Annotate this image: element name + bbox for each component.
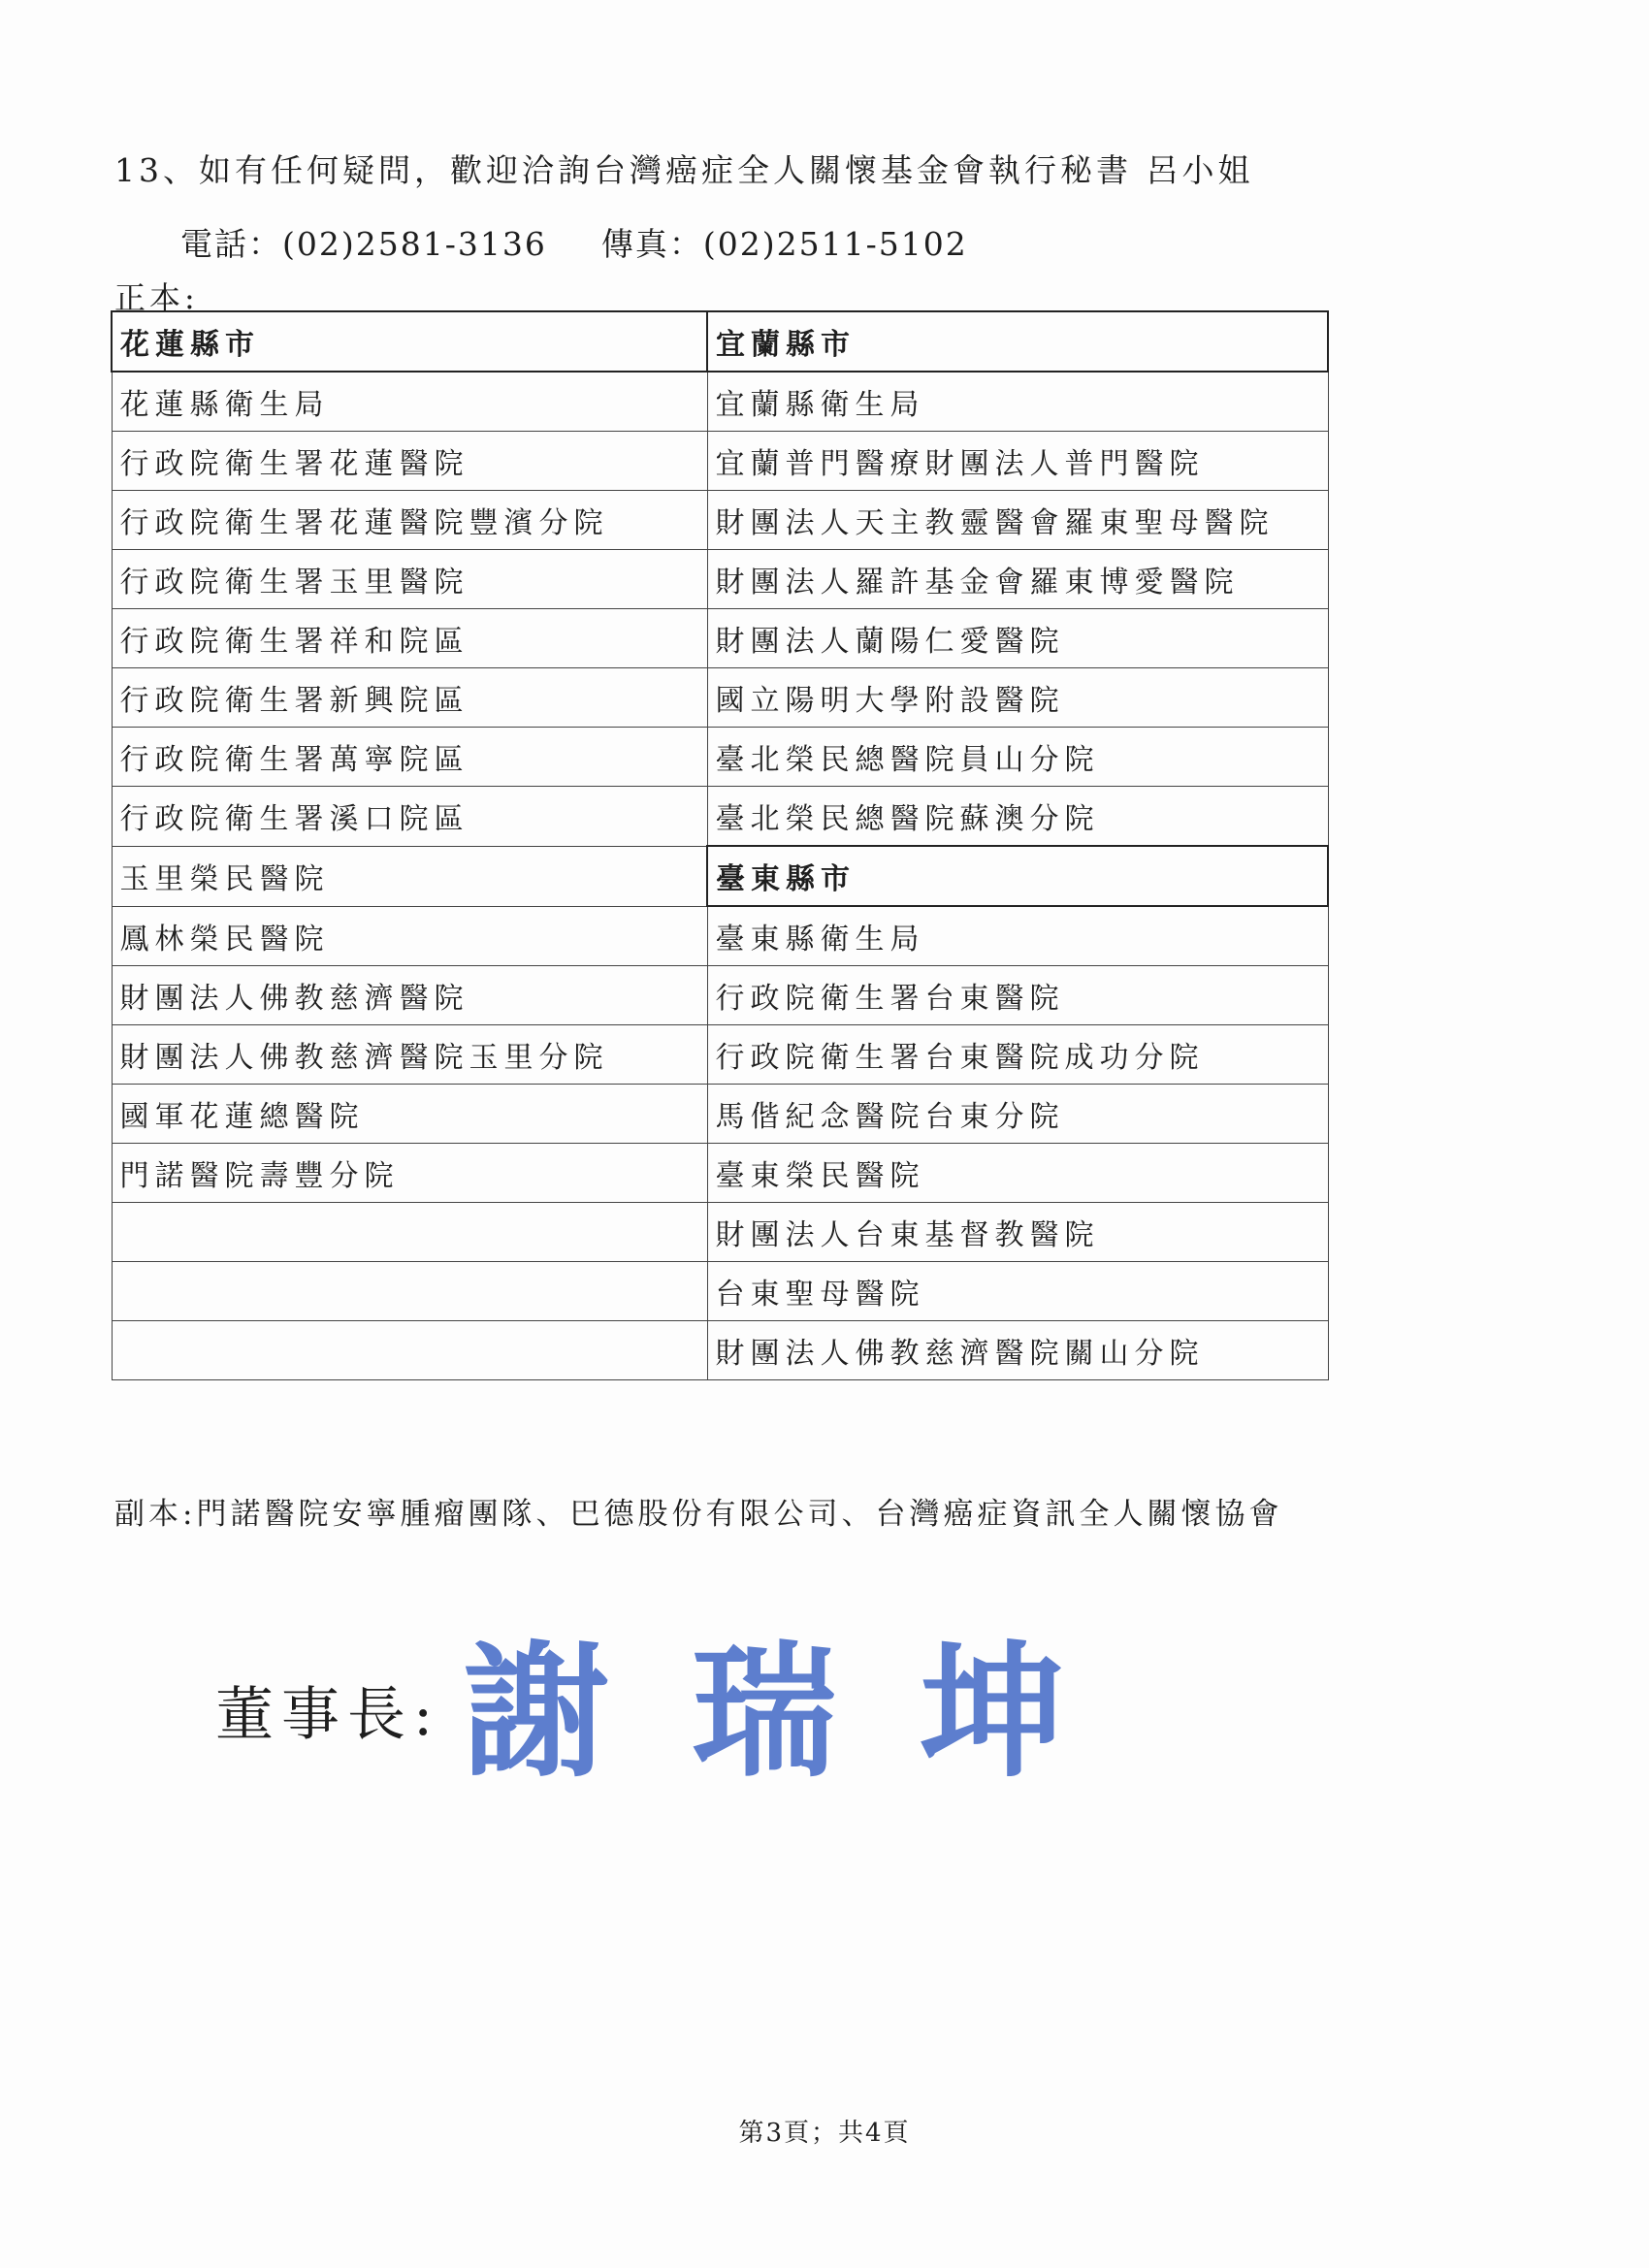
county-header-cell: 宜蘭縣市 bbox=[707, 311, 1328, 372]
recipient-cell: 行政院衛生署花蓮醫院 bbox=[112, 432, 707, 491]
table-row bbox=[112, 668, 1328, 728]
recipient-cell: 行政院衛生署台東醫院成功分院 bbox=[707, 1025, 1328, 1085]
table-row bbox=[112, 609, 1328, 668]
recipient-cell bbox=[112, 1262, 707, 1321]
county-header-cell: 花蓮縣市 bbox=[112, 311, 707, 372]
recipient-cell: 臺北榮民總醫院員山分院 bbox=[707, 728, 1328, 787]
table-row bbox=[112, 311, 1328, 372]
page-indicator: 第3頁；共4頁 bbox=[738, 2119, 911, 2148]
table-row bbox=[112, 1025, 1328, 1085]
recipient-cell: 財團法人佛教慈濟醫院玉里分院 bbox=[112, 1025, 707, 1085]
recipient-cell: 臺北榮民總醫院蘇澳分院 bbox=[707, 787, 1328, 847]
recipient-cell: 財團法人羅許基金會羅東博愛醫院 bbox=[707, 550, 1328, 609]
county-header-cell: 臺東縣市 bbox=[707, 846, 1328, 906]
recipient-cell: 臺東縣衛生局 bbox=[707, 906, 1328, 966]
table-row bbox=[112, 966, 1328, 1025]
recipient-cell: 宜蘭縣衛生局 bbox=[707, 372, 1328, 432]
recipient-cell: 門諾醫院壽豐分院 bbox=[112, 1144, 707, 1203]
contact-line bbox=[180, 219, 968, 265]
chairman-label: 董事長: bbox=[215, 1681, 441, 1749]
recipient-cell: 玉里榮民醫院 bbox=[112, 846, 707, 906]
recipient-cell: 行政院衛生署台東醫院 bbox=[707, 966, 1328, 1025]
recipient-cell bbox=[112, 1321, 707, 1380]
distribution-table bbox=[111, 310, 1329, 1380]
table-row bbox=[112, 372, 1328, 432]
seal-char: 謝 bbox=[464, 1627, 610, 1798]
recipient-cell: 行政院衛生署玉里醫院 bbox=[112, 550, 707, 609]
seal-char: 瑞 bbox=[692, 1627, 838, 1798]
recipient-cell: 財團法人天主教靈醫會羅東聖母醫院 bbox=[707, 491, 1328, 550]
table-row bbox=[112, 1321, 1328, 1380]
table-row bbox=[112, 846, 1328, 906]
table-row bbox=[112, 491, 1328, 550]
fax-number: 傳真：(02)2511-5102 bbox=[600, 225, 968, 263]
table-row bbox=[112, 906, 1328, 966]
recipient-cell: 花蓮縣衛生局 bbox=[112, 372, 707, 432]
table-row bbox=[112, 1203, 1328, 1262]
recipient-cell: 台東聖母醫院 bbox=[707, 1262, 1328, 1321]
recipient-cell: 行政院衛生署花蓮醫院豐濱分院 bbox=[112, 491, 707, 550]
recipient-cell: 財團法人佛教慈濟醫院關山分院 bbox=[707, 1321, 1328, 1380]
recipient-cell: 行政院衛生署溪口院區 bbox=[112, 787, 707, 847]
phone-number: 電話：(02)2581-3136 bbox=[180, 225, 547, 263]
table-row bbox=[112, 1144, 1328, 1203]
recipient-cell: 臺東榮民醫院 bbox=[707, 1144, 1328, 1203]
copy-to-line: 副本:門諾醫院安寧腫瘤團隊、巴德股份有限公司、台灣癌症資訊全人關懷協會 bbox=[114, 1497, 1283, 1532]
recipient-cell: 行政院衛生署祥和院區 bbox=[112, 609, 707, 668]
original-recipients-label: 正本: bbox=[114, 279, 199, 316]
recipient-cell: 國軍花蓮總醫院 bbox=[112, 1085, 707, 1144]
recipient-cell: 馬偕紀念醫院台東分院 bbox=[707, 1085, 1328, 1144]
chairman-signature-seal bbox=[464, 1625, 1084, 1799]
table-row bbox=[112, 550, 1328, 609]
recipient-cell: 鳳林榮民醫院 bbox=[112, 906, 707, 966]
seal-char: 坤 bbox=[920, 1627, 1066, 1798]
recipient-cell bbox=[112, 1203, 707, 1262]
table-row bbox=[112, 432, 1328, 491]
recipient-cell: 宜蘭普門醫療財團法人普門醫院 bbox=[707, 432, 1328, 491]
table-row bbox=[112, 1262, 1328, 1321]
table-row bbox=[112, 728, 1328, 787]
recipient-cell: 財團法人蘭陽仁愛醫院 bbox=[707, 609, 1328, 668]
table-row bbox=[112, 787, 1328, 847]
recipient-cell: 行政院衛生署萬寧院區 bbox=[112, 728, 707, 787]
recipient-cell: 財團法人台東基督教醫院 bbox=[707, 1203, 1328, 1262]
item-13-inquiry: 13、如有任何疑問，歡迎洽詢台灣癌症全人關懷基金會執行秘書 呂小姐 bbox=[114, 151, 1254, 189]
recipient-cell: 財團法人佛教慈濟醫院 bbox=[112, 966, 707, 1025]
table-row bbox=[112, 1085, 1328, 1144]
recipient-cell: 國立陽明大學附設醫院 bbox=[707, 668, 1328, 728]
recipient-cell: 行政院衛生署新興院區 bbox=[112, 668, 707, 728]
